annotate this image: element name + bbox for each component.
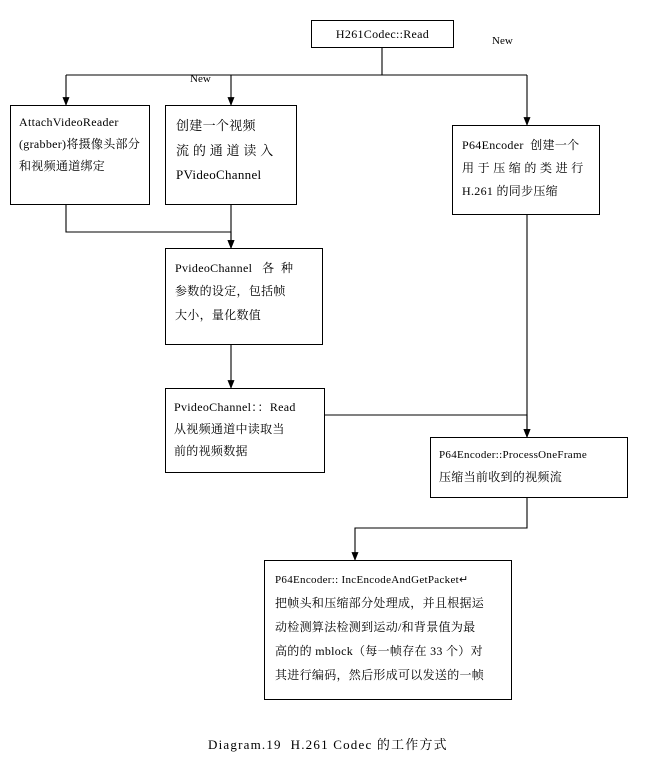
node-h261codec-read[interactable] [311,20,454,48]
node-create-video-channel-line-0: 创建一个视频 [176,118,256,133]
node-p64encoder-line-0: P64Encoder 创建一个 [462,138,580,152]
edge-label-new-right: New [492,35,513,47]
node-process-one-frame-line-0: P64Encoder::ProcessOneFrame [439,449,588,461]
node-attach-video-reader-line-0: AttachVideoReader [19,115,119,129]
node-p64encoder[interactable] [452,125,600,215]
node-h261codec-read-line-0: H261Codec::Read [335,26,430,41]
node-create-video-channel[interactable] [165,105,297,205]
node-attach-video-reader[interactable] [10,105,150,205]
node-channel-params[interactable] [165,248,323,345]
node-inc-encode-line-1: 把帧头和压缩部分处理成，并且根据运 [275,596,485,610]
node-channel-read[interactable] [165,388,325,473]
node-p64encoder-line-2: H.261 的同步压缩 [462,183,558,198]
node-process-one-frame-line-1: 压缩当前收到的视频流 [439,469,563,484]
node-channel-params-line-0: PvideoChannel 各 种 [175,261,294,275]
edge-label-new-left: New [190,73,211,85]
node-channel-read-line-1: 从视频通道中读取当 [174,422,285,437]
node-p64encoder-line-1: 用 于 压 缩 的 类 进 行 [462,160,584,175]
node-process-one-frame[interactable] [430,437,628,498]
node-inc-encode-and-get-packet[interactable] [264,560,512,700]
diagram-caption: Diagram.19 H.261 Codec 的工作方式 [208,737,448,752]
node-channel-read-line-0: PvideoChannel：：Read [174,400,296,414]
node-inc-encode-line-0: P64Encoder:: IncEncodeAndGetPacket↵ [275,574,469,586]
node-inc-encode-line-3: 高的的 mblock（每一帧存在 33 个）对 [275,644,483,658]
node-attach-video-reader-line-1: (grabber)将摄像头部分 [19,137,141,152]
node-channel-params-line-2: 大小，量化数值 [175,307,262,322]
node-inc-encode-line-4: 其进行编码，然后形成可以发送的一帧 [275,668,485,682]
node-create-video-channel-line-2: PVideoChannel [176,167,262,183]
node-channel-read-line-2: 前的视频数据 [174,444,248,459]
node-create-video-channel-line-1: 流 的 通 道 读 入 [176,142,274,158]
node-channel-params-line-1: 参数的设定，包括帧 [175,284,286,299]
node-inc-encode-line-2: 动检测算法检测到运动/和背景值为最 [275,620,476,634]
node-attach-video-reader-line-2: 和视频通道绑定 [19,159,106,174]
